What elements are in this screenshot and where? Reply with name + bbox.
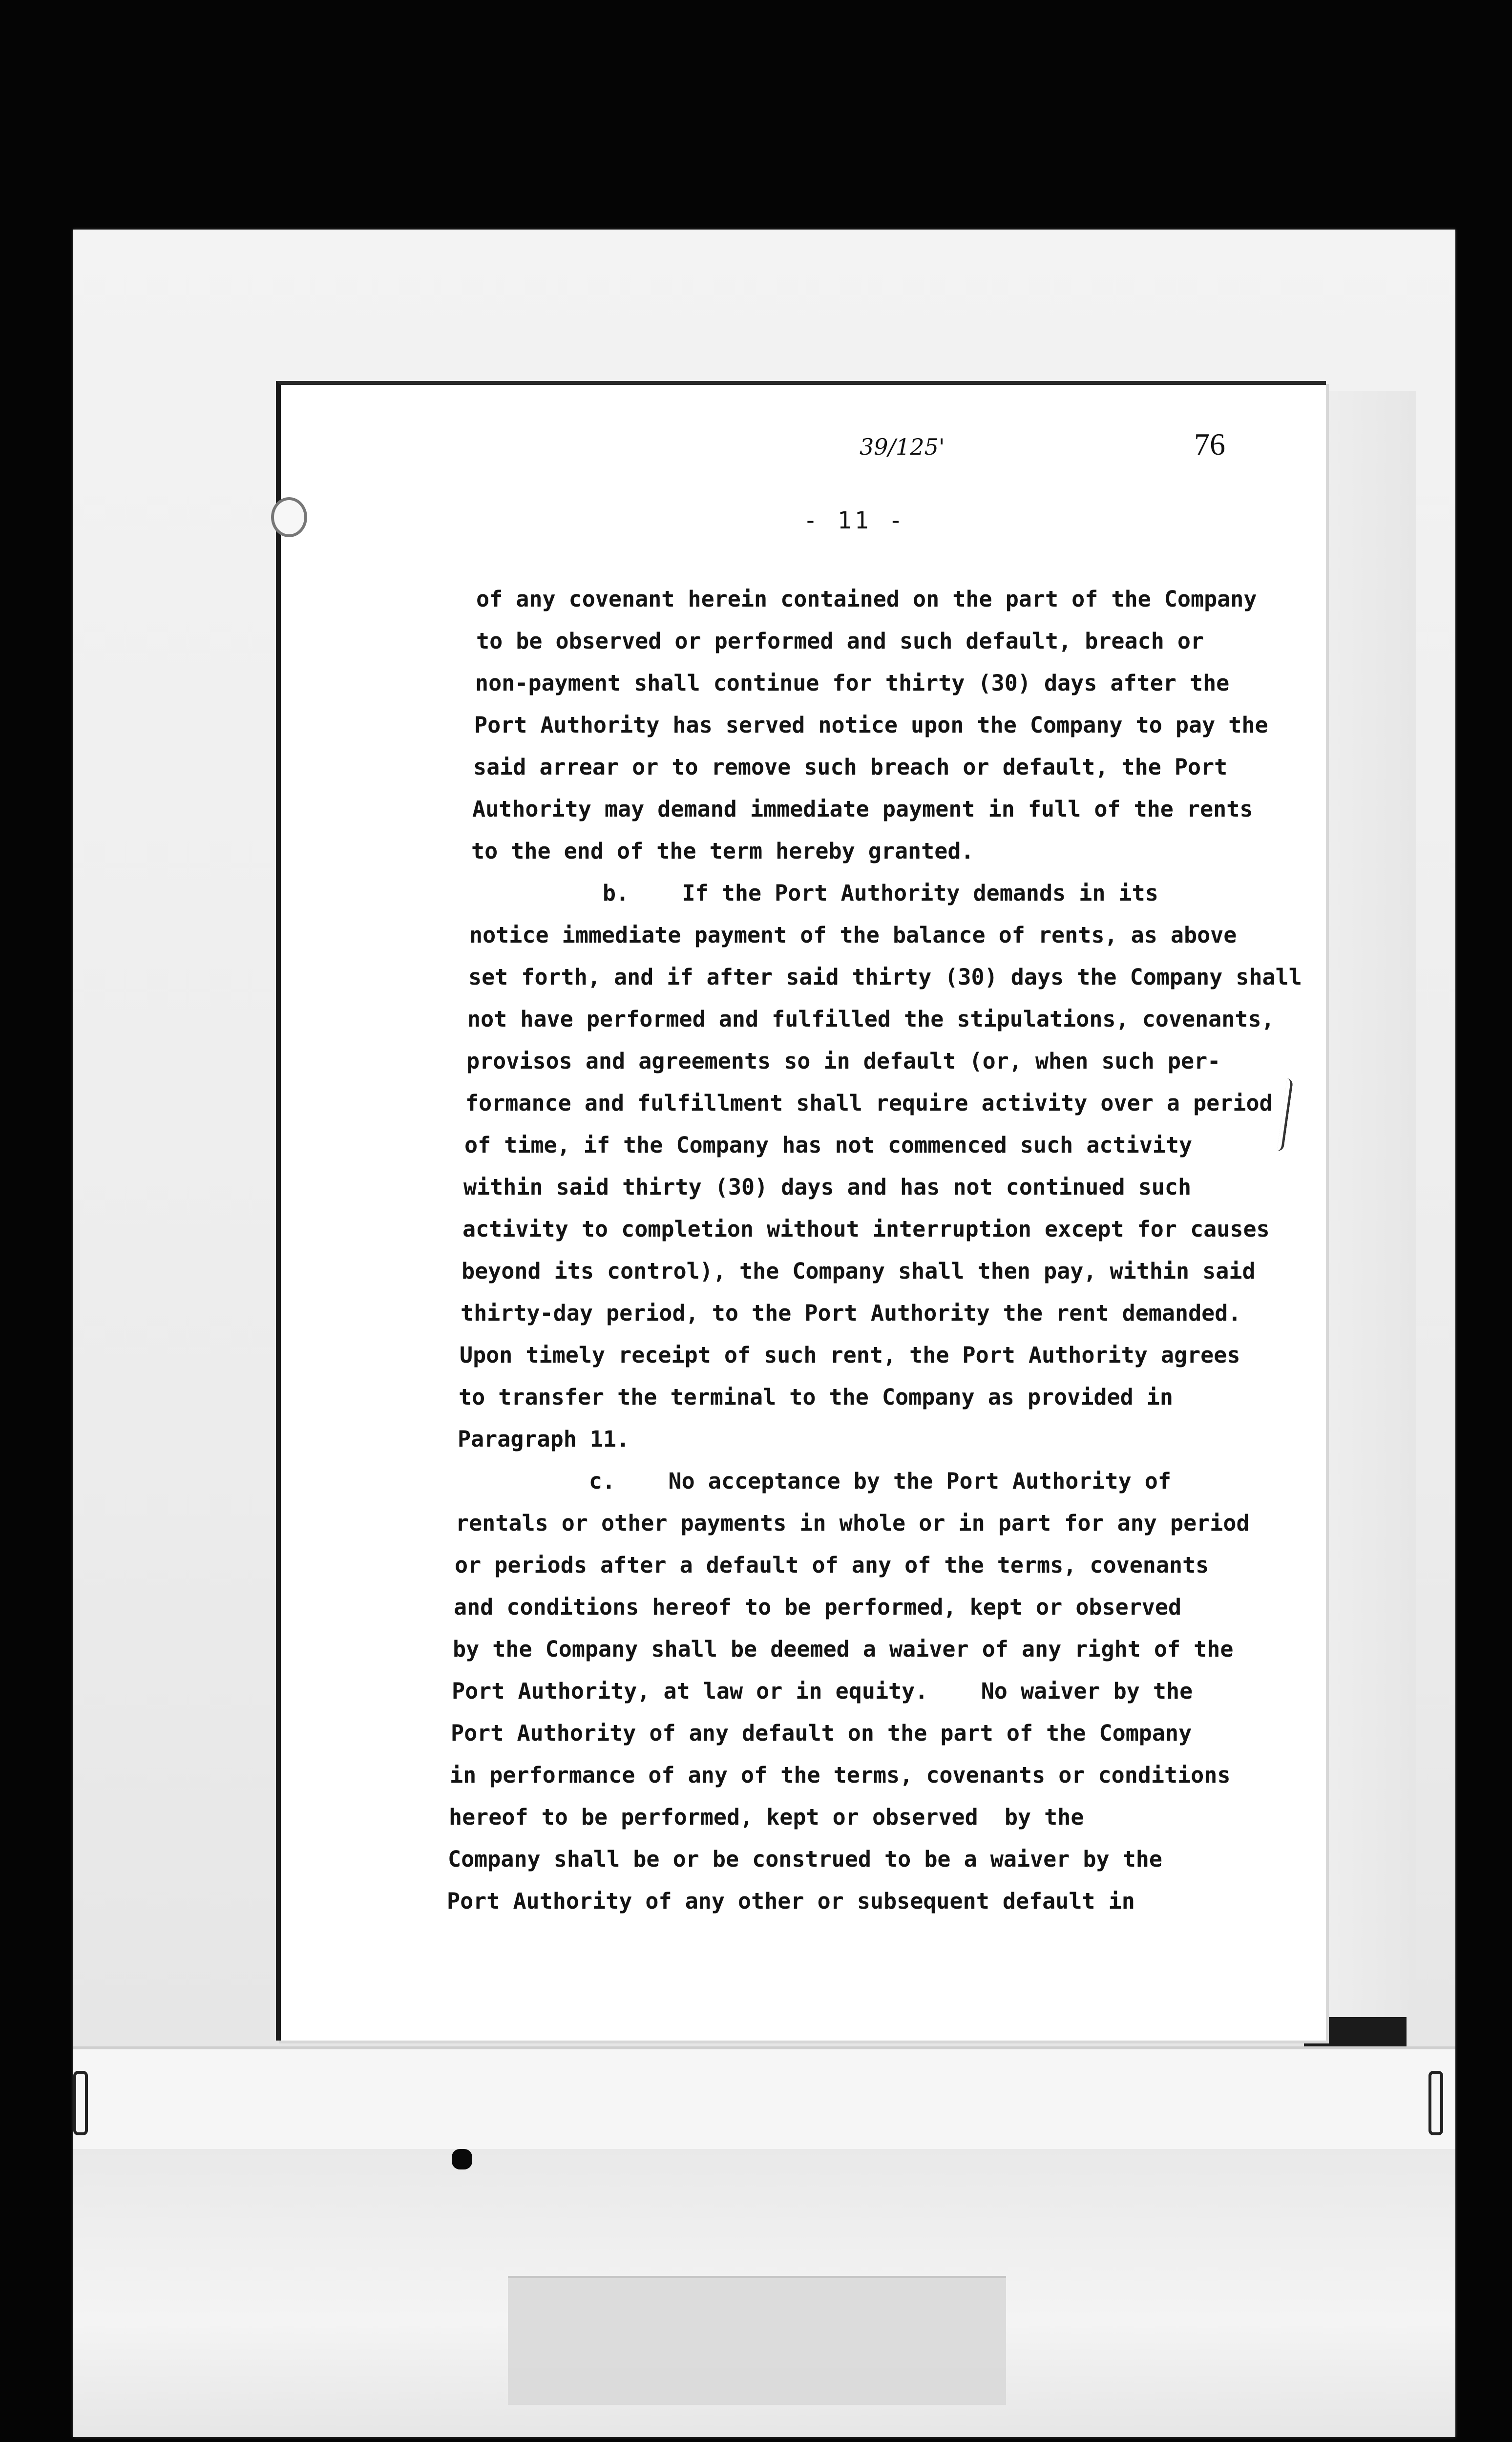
body-line: Port Authority of any default on the part of the Company: [451, 1720, 1192, 1746]
body-line: set forth, and if after said thirty (30) days the Company shall: [468, 964, 1302, 990]
body-line: Authority may demand immediate payment in full of the rents: [472, 796, 1253, 822]
body-line: to the end of the term hereby granted.: [471, 838, 974, 864]
binder-clip-right: [1428, 2071, 1443, 2135]
body-line: and conditions hereof to be performed, kept or observed: [454, 1594, 1182, 1620]
body-line: of time, if the Company has not commenced such activity: [464, 1132, 1193, 1158]
tape-strip: [508, 2276, 1006, 2405]
binding-strip: [73, 2046, 1455, 2156]
margin-mark: [1277, 1078, 1294, 1152]
body-line: by the Company shall be deemed a waiver of any right of the: [453, 1636, 1234, 1662]
body-line: hereof to be performed, kept or observed by the: [449, 1804, 1084, 1830]
binder-clip-left: [73, 2071, 88, 2135]
handwritten-reference: 39/125': [860, 434, 945, 460]
body-line: Port Authority of any other or subsequent default in: [447, 1888, 1135, 1914]
body-line: formance and fulfillment shall require activity over a period: [465, 1090, 1273, 1116]
body-line: thirty-day period, to the Port Authority the rent demanded.: [461, 1300, 1241, 1326]
body-line: Port Authority has served notice upon the Company to pay the: [474, 712, 1268, 738]
body-line: within said thirty (30) days and has not continued such: [463, 1174, 1192, 1200]
body-line: to be observed or performed and such default, breach or: [476, 628, 1204, 654]
body-line: provisos and agreements so in default (or, when such per-: [466, 1048, 1221, 1074]
body-line: or periods after a default of any of the terms, covenants: [455, 1552, 1209, 1578]
body-line: b. If the Port Authority demands in its: [470, 880, 1158, 906]
ink-dot: [452, 2149, 472, 2169]
body-line: not have performed and fulfilled the stipulations, covenants,: [467, 1006, 1275, 1032]
body-line: Company shall be or be construed to be a waiver by the: [448, 1846, 1162, 1872]
body-line: in performance of any of the terms, covenants or conditions: [450, 1762, 1231, 1788]
page-number: - 11 -: [803, 507, 906, 534]
body-line: Paragraph 11.: [458, 1426, 630, 1452]
body-line: activity to completion without interruption except for causes: [462, 1216, 1270, 1242]
body-line: notice immediate payment of the balance of rents, as above: [469, 922, 1237, 948]
body-line: beyond its control), the Company shall then pay, within said: [462, 1258, 1256, 1284]
body-line: Upon timely receipt of such rent, the Port Authority agrees: [460, 1342, 1240, 1368]
body-line: to transfer the terminal to the Company as provided in: [459, 1384, 1173, 1410]
body-line: of any covenant herein contained on the part of the Company: [476, 586, 1257, 612]
body-line: rentals or other payments in whole or in part for any period: [456, 1510, 1250, 1536]
body-line: said arrear or to remove such breach or default, the Port: [473, 754, 1228, 780]
body-line: Port Authority, at law or in equity. No waiver by the: [452, 1678, 1193, 1704]
body-line: c. No acceptance by the Port Authority of: [457, 1468, 1171, 1494]
body-line: non-payment shall continue for thirty (30) days after the: [475, 670, 1230, 696]
page-stamp: 76: [1194, 427, 1225, 462]
punch-hole-icon: [271, 497, 307, 537]
typed-page: [276, 381, 1326, 2041]
